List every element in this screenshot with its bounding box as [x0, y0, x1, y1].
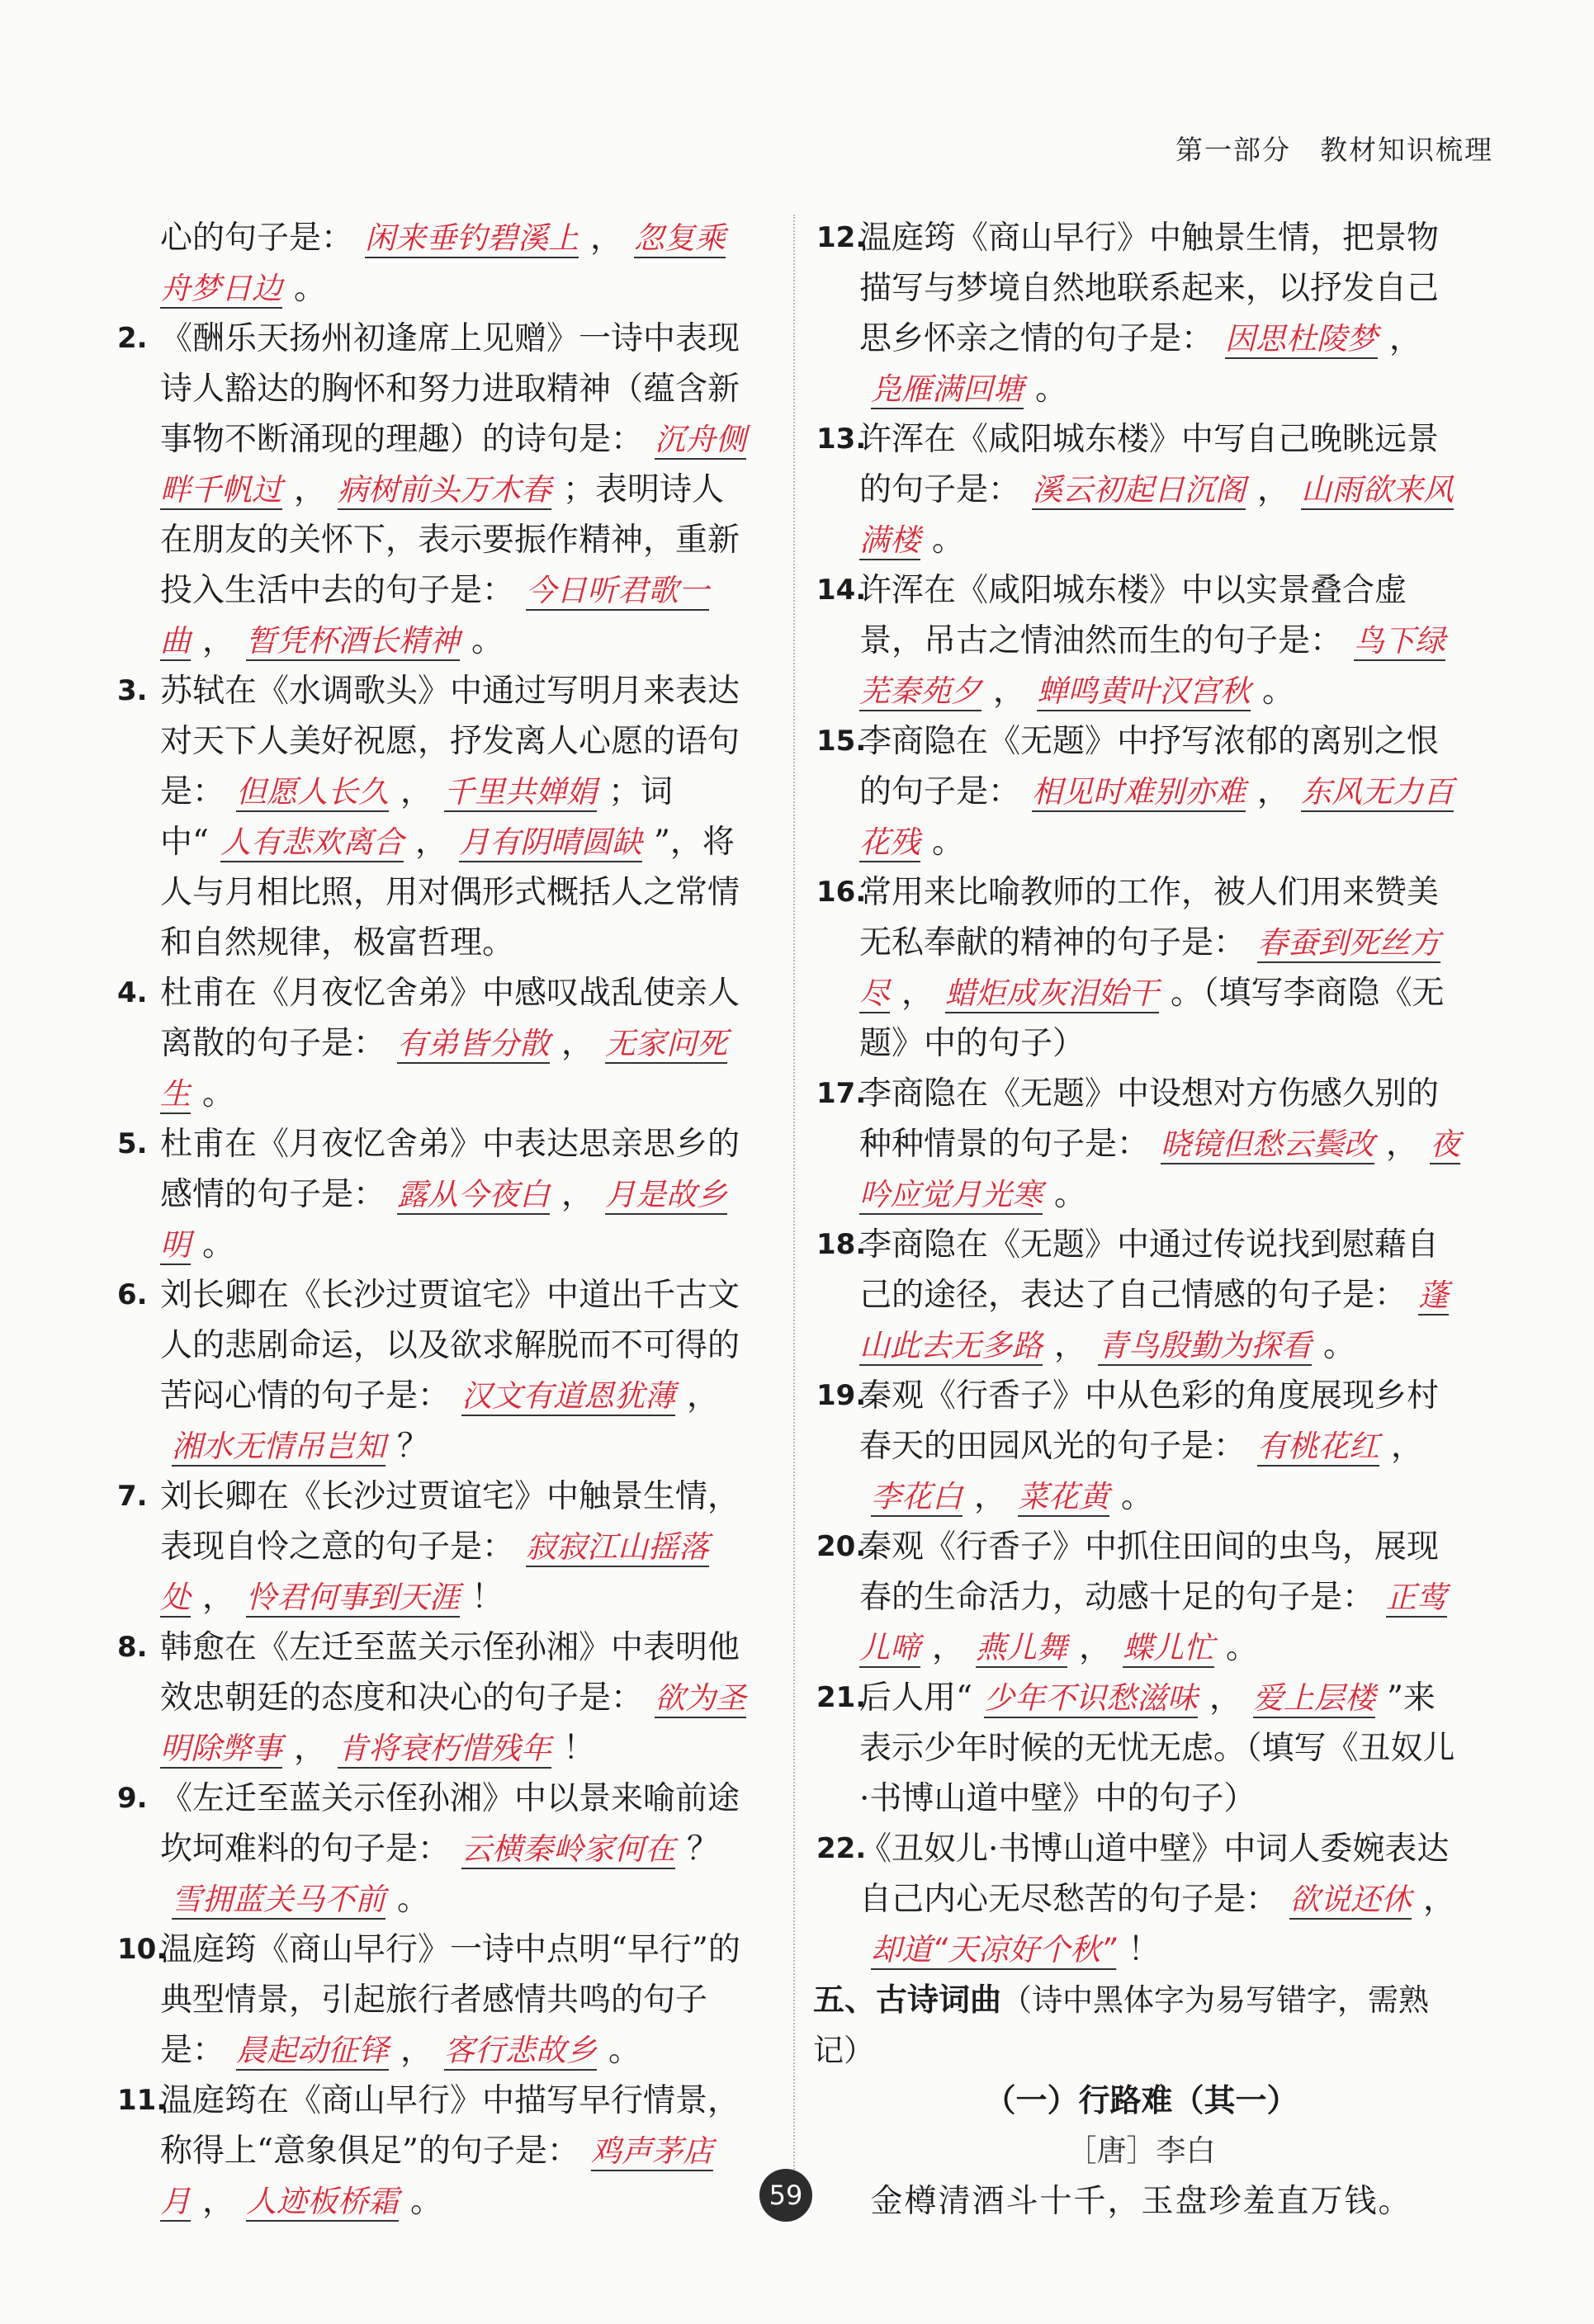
- question-number: 11.: [117, 2084, 168, 2117]
- answer-text: 李花白: [871, 1479, 963, 1514]
- question-number: 20.: [816, 1530, 867, 1563]
- answer-text: 凫雁满回塘: [871, 371, 1024, 407]
- question-text: ，: [202, 2183, 235, 2220]
- answer-text: 爱上层楼: [1252, 1680, 1375, 1716]
- question-text: 。: [1226, 1629, 1259, 1666]
- question-text: ，: [590, 220, 623, 257]
- answer-text: 人有悲欢离合: [220, 824, 404, 860]
- answer-text: 千里共婵娟: [444, 774, 598, 810]
- question-text: 。: [397, 1881, 430, 1918]
- question-item: [117, 1774, 756, 1925]
- question-text: ，: [993, 673, 1026, 710]
- question-text: ，: [901, 975, 934, 1012]
- answer-text: 蝶儿忙: [1123, 1630, 1215, 1665]
- answer-text: 月是故乡明: [160, 1177, 728, 1263]
- question-item: [816, 867, 1461, 1069]
- poem-author: ［唐］李白: [1067, 2134, 1216, 2168]
- question-number: 10.: [117, 1933, 168, 1966]
- question-item: [816, 1220, 1461, 1371]
- answer-text: 忽复乘舟梦日边: [160, 220, 726, 306]
- question-text: ，: [974, 1478, 1007, 1515]
- question-item: [117, 1119, 756, 1270]
- answer-text: 月有阴晴圆缺: [458, 824, 642, 860]
- question-item: [816, 1522, 1461, 1673]
- question-item: [816, 1371, 1461, 1522]
- question-item: [816, 1673, 1461, 1824]
- question-number: 9.: [117, 1782, 148, 1815]
- answer-text: 今日听君歌一曲: [160, 573, 710, 659]
- question-text: 。: [1121, 1478, 1154, 1515]
- answer-text: 汉文有道恩犹薄: [461, 1378, 676, 1414]
- question-item: [816, 414, 1461, 565]
- question-number: 4.: [117, 976, 148, 1009]
- question-text: ？: [687, 1830, 720, 1868]
- question-text: ，: [1257, 773, 1290, 810]
- question-text: 许浑在《咸阳城东楼》中写自己晚眺远景的句子是：: [859, 421, 1440, 508]
- question-text: 。: [932, 824, 965, 861]
- question-text: 《丑奴儿·书博山道中壁》中词人委婉表达自己内心无尽愁苦的句子是：: [859, 1830, 1450, 1918]
- question-text: 。: [294, 270, 327, 307]
- question-number: 15.: [816, 725, 867, 758]
- question-text: ，: [202, 1579, 235, 1616]
- question-text: ，: [1391, 1428, 1424, 1465]
- question-text: 温庭筠在《商山早行》中描写早行情景，称得上“意象俱足”的句子是：: [160, 2082, 740, 2170]
- question-text: 。: [471, 622, 504, 659]
- answer-text: 欲说还休: [1289, 1882, 1412, 1917]
- question-text: 秦观《行香子》中抓住田间的虫鸟，展现春的生命活力，动感十足的句子是：: [859, 1528, 1440, 1616]
- question-text: 许浑在《咸阳城东楼》中以实景叠合虚景，吊古之情油然而生的句子是：: [859, 572, 1407, 659]
- question-item: [117, 2076, 756, 2227]
- question-text: ！: [563, 1730, 596, 1767]
- question-text: 温庭筠《商山早行》中触景生情，把景物描写与梦境自然地联系起来，以抒发自己思乡怀亲之情的句子是：: [859, 220, 1440, 357]
- answer-text: 欲为圣明除弊事: [160, 1680, 747, 1766]
- answer-text: 鸡声茅店月: [160, 2133, 713, 2219]
- question-text: 李商隐在《无题》中设想对方伤感久别的种种情景的句子是：: [859, 1075, 1440, 1163]
- question-text: 李商隐在《无题》中抒写浓郁的离别之恨的句子是：: [859, 723, 1440, 810]
- question-number: 18.: [816, 1228, 867, 1261]
- answer-text: 晨起动征铎: [236, 2033, 390, 2068]
- question-item: [117, 314, 756, 666]
- question-text: ；词中“: [160, 773, 674, 861]
- poem-line: 金樽清酒斗十千，玉盘珍羞直万钱。: [870, 2183, 1412, 2220]
- answer-text: 云横秦岭家何在: [461, 1831, 676, 1867]
- answer-text: 因思杜陵梦: [1225, 321, 1379, 357]
- question-text: 。: [1262, 673, 1295, 710]
- question-text: ！: [1128, 1931, 1161, 1968]
- answer-text: 暂凭杯酒长精神: [246, 623, 461, 659]
- answer-text: 人迹板桥霜: [246, 2184, 400, 2219]
- question-number: 16.: [816, 876, 867, 909]
- answer-text: 肯将衰朽惜残年: [338, 1731, 552, 1766]
- question-number: 2.: [117, 322, 148, 355]
- question-number: 3.: [117, 674, 148, 707]
- question-text: ，: [1209, 1679, 1242, 1717]
- question-item: [117, 1623, 756, 1774]
- question-item: [816, 1069, 1461, 1220]
- question-text: ，: [1079, 1629, 1112, 1666]
- answer-text: 晓镜但愁云鬓改: [1161, 1127, 1375, 1162]
- answer-text: 青鸟殷勤为探看: [1098, 1328, 1313, 1363]
- answer-text: 雪拥蓝关马不前: [172, 1882, 385, 1917]
- question-text: ，: [561, 1025, 594, 1062]
- answer-text: 却道“天凉好个秋”: [871, 1932, 1117, 1967]
- question-text: 。: [1035, 371, 1068, 408]
- question-text: ”来表示少年时候的无忧无虑。（填写《丑奴儿·书博山道中壁》中的句子）: [859, 1679, 1455, 1817]
- question-item: [816, 716, 1461, 867]
- question-text: ，: [400, 773, 433, 810]
- question-number: 17.: [816, 1077, 867, 1110]
- question-number: 6.: [117, 1278, 148, 1311]
- answer-text: 山雨欲来风满楼: [859, 472, 1454, 558]
- question-item: [816, 213, 1461, 414]
- question-number: 14.: [816, 574, 867, 607]
- question-text: ，: [294, 1730, 327, 1767]
- question-text: 。: [1323, 1327, 1356, 1364]
- question-text: 。: [608, 2032, 641, 2069]
- question-text: ，: [1386, 1126, 1419, 1163]
- question-text: ，: [1389, 320, 1422, 357]
- question-text: 。: [932, 522, 965, 559]
- answer-text: 客行悲故乡: [444, 2033, 598, 2068]
- right-column-items: [816, 213, 1461, 1975]
- question-item: [816, 1824, 1461, 1975]
- section-title: 五、古诗词曲: [813, 1982, 1002, 2018]
- right-column: [813, 213, 1461, 2227]
- answer-text: 湘水无情吊岂知: [172, 1429, 385, 1464]
- question-text: ？: [397, 1428, 430, 1465]
- question-number: 5.: [117, 1127, 148, 1160]
- answer-text: 夜吟应觉月光寒: [859, 1127, 1461, 1212]
- question-text: 。: [202, 1226, 235, 1264]
- question-item: [117, 666, 756, 968]
- answer-text: 燕儿舞: [976, 1630, 1068, 1665]
- answer-text: 有桃花红: [1257, 1429, 1380, 1464]
- question-number: 19.: [816, 1379, 867, 1412]
- answer-text: 东风无力百花残: [859, 774, 1454, 860]
- question-text: ；表明诗人在朋友的关怀下，表示要振作精神，重新投入生活中去的句子是：: [160, 471, 740, 609]
- answer-text: 病树前头万木春: [338, 472, 552, 508]
- question-number: 22.: [816, 1832, 867, 1865]
- question-text: ，: [400, 2032, 433, 2069]
- question-number: 21.: [816, 1681, 867, 1714]
- question-text: 李商隐在《无题》中通过传说找到慰藉自己的途径，表达了自己情感的句子是：: [859, 1226, 1440, 1314]
- answer-text: 鸟下绿芜秦苑夕: [859, 623, 1446, 709]
- question-text: 刘长卿在《长沙过贾谊宅》中道出千古文人的悲剧命运，以及欲求解脱而不可得的苦闷心情的句子是：: [160, 1277, 740, 1415]
- question-text: ，: [561, 1176, 594, 1213]
- question-text: 苏轼在《水调歌头》中通过写明月来表达对天下人美好祝愿，抒发离人心愿的语句是：: [160, 673, 740, 810]
- question-item: [122, 213, 756, 314]
- question-item: [117, 968, 756, 1119]
- answer-text: 蓬山此去无多路: [859, 1278, 1450, 1363]
- question-text: ，: [932, 1629, 965, 1666]
- question-text: 刘长卿在《长沙过贾谊宅》中触景生情，表现自怜之意的句子是：: [160, 1478, 740, 1566]
- question-number: 8.: [117, 1631, 148, 1664]
- page-header: 第一部分 教材知识梳理: [1175, 134, 1493, 166]
- question-text: 秦观《行香子》中从色彩的角度展现乡村春天的田园风光的句子是：: [859, 1377, 1440, 1465]
- answer-text: 寂寂江山摇落处: [160, 1529, 710, 1615]
- question-text: 杜甫在《月夜忆舍弟》中表达思亲思乡的感情的句子是：: [160, 1126, 740, 1213]
- question-text: 。: [410, 2183, 443, 2220]
- left-column: [117, 213, 756, 2227]
- answer-text: 闲来垂钓碧溪上: [365, 220, 579, 256]
- question-text: 。（填写李商隐《无题》中的句子）: [859, 975, 1445, 1062]
- answer-text: 蝉鸣黄叶汉宫秋: [1037, 673, 1251, 709]
- question-number: 7.: [117, 1480, 148, 1513]
- question-text: 。: [202, 1075, 235, 1112]
- answer-text: 正莺儿啼: [859, 1580, 1448, 1665]
- answer-text: 菜花黄: [1018, 1479, 1110, 1514]
- question-text: ，: [414, 824, 447, 861]
- question-text: ，: [1054, 1327, 1087, 1364]
- question-text: 常用来比喻教师的工作，被人们用来赞美无私奉献的精神的句子是：: [859, 874, 1440, 961]
- section-heading: [813, 1975, 1461, 2076]
- answer-text: 无家问死生: [160, 1026, 728, 1112]
- answer-text: 怜君何事到天涯: [246, 1580, 461, 1615]
- answer-text: 溪云初起日沉阁: [1032, 472, 1246, 508]
- question-item: [117, 1270, 756, 1471]
- poem-title: （一）行路难（其一）: [984, 2082, 1298, 2119]
- question-text: 后人用“: [859, 1679, 972, 1717]
- question-item: [117, 1471, 756, 1623]
- answer-text: 但愿人长久: [236, 774, 390, 810]
- question-text: 杜甫在《月夜忆舍弟》中感叹战乱使亲人离散的句子是：: [160, 975, 740, 1062]
- section-note: （诗中黑体字为易写错字，需熟记）: [813, 1982, 1430, 2068]
- question-text: 温庭筠《商山早行》一诗中点明“早行”的典型情景，引起旅行者感情共鸣的句子是：: [160, 1931, 740, 2069]
- question-text: 《酬乐天扬州初逢席上见赠》一诗中表现诗人豁达的胸怀和努力进取精神（蕴含新事物不断涌现的理趣）的诗句是：: [160, 320, 740, 458]
- answer-text: 少年不识愁滋味: [983, 1680, 1198, 1716]
- question-text: ，: [202, 622, 235, 659]
- answer-text: 沉舟侧畔千帆过: [160, 422, 747, 508]
- question-text: ，: [294, 471, 327, 508]
- answer-text: 有弟皆分散: [397, 1026, 551, 1061]
- question-item: [816, 565, 1461, 716]
- question-text: ”，将人与月相比照，用对偶形式概括人之常情和自然规律，极富哲理。: [160, 824, 740, 961]
- column-divider: [793, 215, 795, 2195]
- page-number: 59: [759, 2169, 812, 2222]
- question-number: 12.: [816, 221, 867, 254]
- question-text: 。: [1054, 1176, 1087, 1213]
- question-text: ，: [1257, 471, 1290, 508]
- question-text: ，: [1423, 1881, 1456, 1918]
- answer-text: 蜡炬成灰泪始干: [945, 975, 1160, 1011]
- question-item: [117, 1925, 756, 2076]
- question-text: ！: [471, 1579, 504, 1616]
- question-text: 《左迁至蓝关示侄孙湘》中以景来喻前途坎坷难料的句子是：: [160, 1780, 740, 1868]
- question-text: 韩愈在《左迁至蓝关示侄孙湘》中表明他效忠朝廷的态度和决心的句子是：: [160, 1629, 740, 1717]
- answer-text: 露从今夜白: [397, 1177, 551, 1212]
- question-number: 13.: [816, 423, 867, 456]
- question-text: ，: [687, 1377, 720, 1415]
- question-text: 心的句子是：: [160, 220, 354, 257]
- answer-text: 春蚕到死丝方尽: [859, 925, 1441, 1011]
- answer-text: 相见时难别亦难: [1032, 774, 1246, 810]
